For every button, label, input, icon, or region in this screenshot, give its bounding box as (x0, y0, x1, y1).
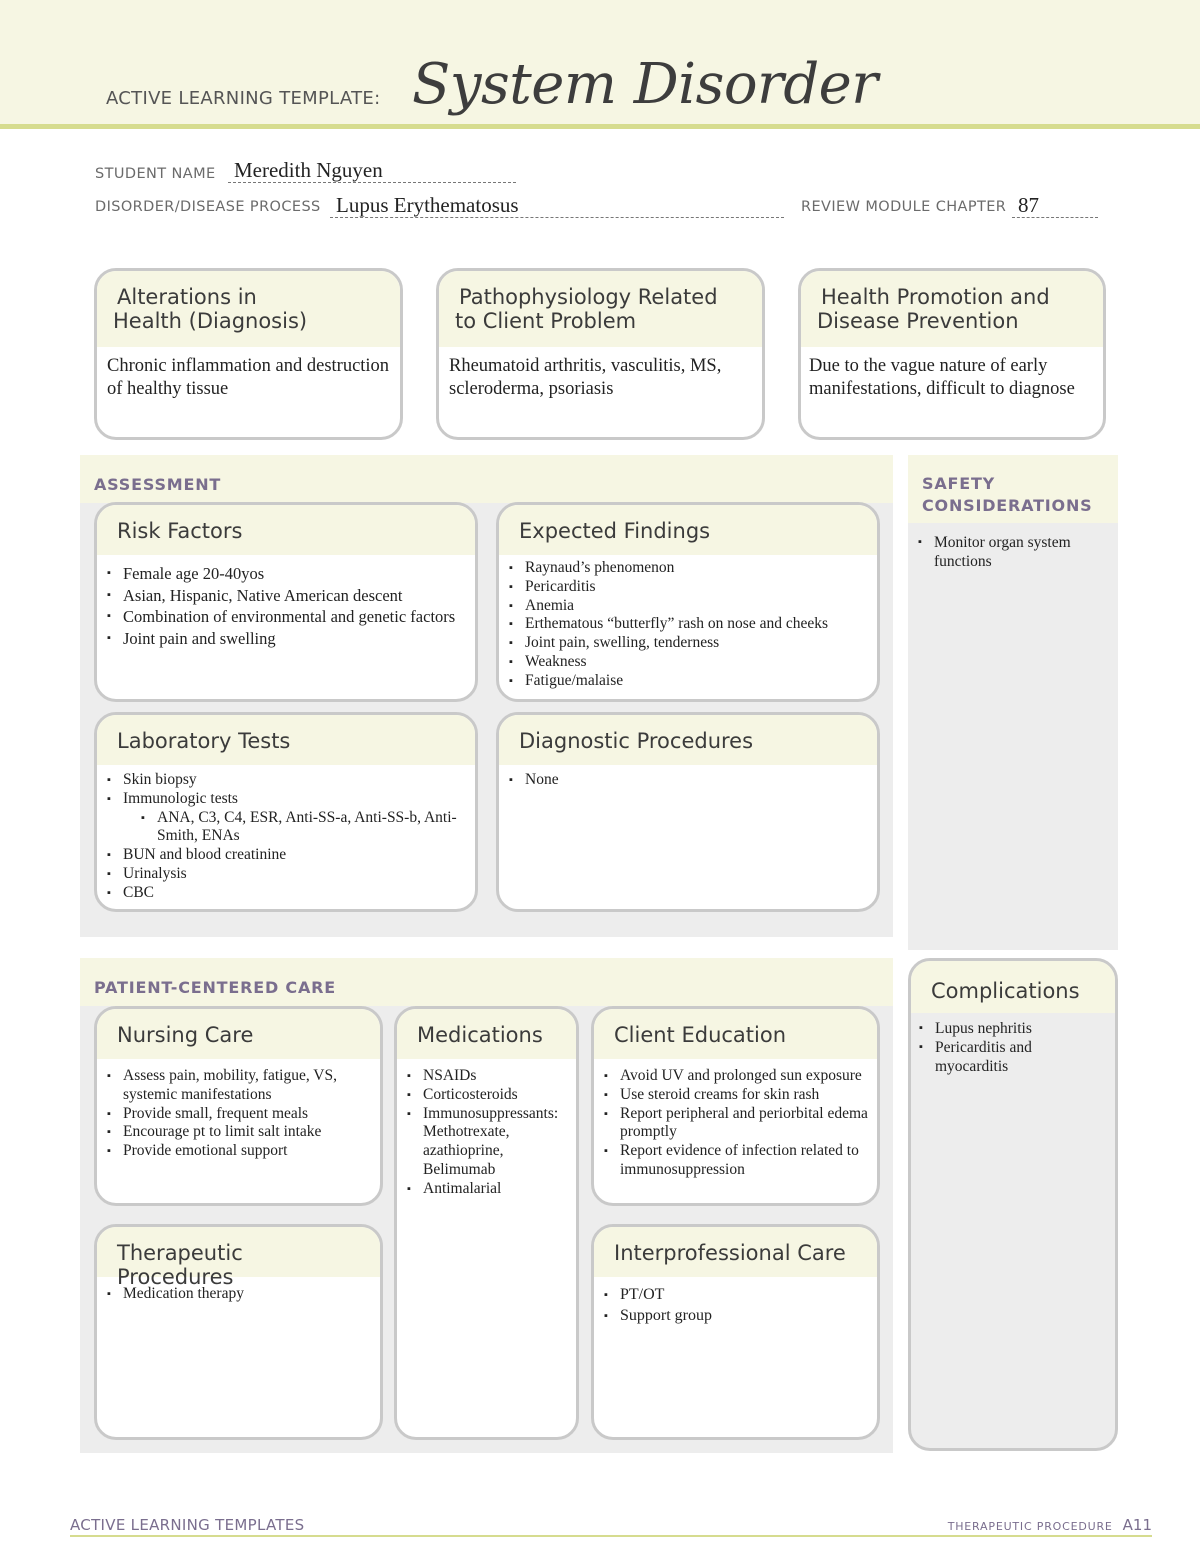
safety-title-line-2: CONSIDERATIONS (922, 496, 1093, 515)
box-title-line-1: Alterations in (117, 285, 257, 309)
medications-list (397, 1059, 576, 1199)
box-title: Expected Findings (499, 505, 877, 555)
list-item: ▪ BUN and blood creatinine (105, 846, 467, 865)
template-label: ACTIVE LEARNING TEMPLATE: (106, 88, 381, 109)
safety-title (908, 455, 1118, 523)
list-item: ▪ Combination of environmental and genetic factors (105, 606, 467, 628)
header-rule (0, 124, 1200, 129)
box-title: Therapeutic Procedures (97, 1227, 380, 1277)
lab-tests-list (97, 765, 475, 809)
expected-findings-list (499, 555, 877, 691)
page-title: System Disorder (412, 52, 878, 117)
list-item: ▪ Asian, Hispanic, Native American descent (105, 585, 467, 607)
box-title-line-1: Pathophysiology Related (459, 285, 718, 309)
box-expected-findings (496, 502, 880, 702)
lab-tests-sublist (97, 809, 475, 847)
box-title: Nursing Care (97, 1009, 380, 1059)
list-item: ▪ Support group (602, 1306, 869, 1327)
list-item: ▪ Joint pain and swelling (105, 628, 467, 650)
box-title-line-1: Health Promotion and (821, 285, 1050, 309)
box-alterations-in-health (94, 268, 403, 440)
footer-section-label: THERAPEUTIC PROCEDURE (947, 1520, 1113, 1533)
nursing-care-list (97, 1059, 380, 1161)
list-item: ▪ NSAIDs (405, 1067, 568, 1086)
box-body: Rheumatoid arthritis, vasculitis, MS, scleroderma, psoriasis (449, 356, 722, 399)
list-item: ▪ Urinalysis (105, 865, 467, 884)
list-item: ▪ Provide small, frequent meals (105, 1105, 372, 1124)
footer-right (948, 1516, 1152, 1534)
box-therapeutic-procedures (94, 1224, 383, 1440)
box-interprofessional-care (591, 1224, 880, 1440)
box-header (97, 271, 400, 347)
list-item: ▪ Corticosteroids (405, 1086, 568, 1105)
box-client-education (591, 1006, 880, 1206)
box-medications (394, 1006, 579, 1440)
list-item: ▪ CBC (105, 884, 467, 903)
list-item: ▪ Report peripheral and periorbital edema promptly (602, 1105, 869, 1143)
box-body: Chronic inflammation and destruction of healthy tissue (107, 356, 390, 399)
risk-factors-list (97, 555, 475, 649)
box-pathophysiology (436, 268, 765, 440)
list-item: ▪ Joint pain, swelling, tenderness (507, 634, 869, 653)
diagnostic-procedures-list (499, 765, 877, 790)
box-title: Laboratory Tests (97, 715, 475, 765)
list-item: ▪ ANA, C3, C4, ESR, Anti-SS-a, Anti-SS-b, Anti-Smith, ENAs (105, 809, 467, 847)
list-item: ▪ Medication therapy (105, 1285, 372, 1304)
box-title: Medications (397, 1009, 576, 1059)
box-title: Risk Factors (97, 505, 475, 555)
box-title: Interprofessional Care (594, 1227, 877, 1277)
box-title: Client Education (594, 1009, 877, 1059)
disorder-field[interactable]: Lupus Erythematosus (330, 193, 784, 218)
list-item: ▪ Female age 20-40yos (105, 563, 467, 585)
list-item: ▪ Lupus nephritis (917, 1019, 1105, 1038)
list-item: ▪ Weakness (507, 653, 869, 672)
list-item: ▪ Report evidence of infection related to immunosuppression (602, 1142, 869, 1180)
box-health-promotion (798, 268, 1106, 440)
list-item: ▪ Skin biopsy (105, 771, 467, 790)
box-title: Complications (911, 961, 1115, 1013)
safety-list (908, 523, 1118, 571)
box-title-line-2: Health (Diagnosis) (113, 309, 308, 333)
list-item: ▪ Use steroid creams for skin rash (602, 1086, 869, 1105)
list-item: ▪ Encourage pt to limit salt intake (105, 1123, 372, 1142)
box-title: Diagnostic Procedures (499, 715, 877, 765)
list-item: ▪ Monitor organ system functions (916, 533, 1106, 571)
list-item: ▪ Provide emotional support (105, 1142, 372, 1161)
student-name-label: STUDENT NAME (95, 166, 216, 182)
patient-care-title: PATIENT-CENTERED CARE (94, 978, 336, 997)
list-item: ▪ Immunologic tests (105, 790, 467, 809)
box-header (439, 271, 762, 347)
list-item: ▪ Immunosuppressants: Methotrexate, azathioprine, Belimumab (405, 1105, 568, 1180)
list-item: ▪ PT/OT (602, 1285, 869, 1306)
list-item: ▪ Anemia (507, 597, 869, 616)
box-laboratory-tests (94, 712, 478, 912)
safety-panel (908, 455, 1118, 950)
interprofessional-care-list (594, 1277, 877, 1326)
list-item: ▪ Assess pain, mobility, fatigue, VS, systemic manifestations (105, 1067, 372, 1105)
box-nursing-care (94, 1006, 383, 1206)
complications-list (911, 1013, 1115, 1076)
lab-tests-list-continued (97, 846, 475, 902)
box-diagnostic-procedures (496, 712, 880, 912)
disorder-label: DISORDER/DISEASE PROCESS (95, 199, 321, 215)
list-item: ▪ Avoid UV and prolonged sun exposure (602, 1067, 869, 1086)
footer-page-number: A11 (1122, 1516, 1152, 1534)
student-name-field[interactable]: Meredith Nguyen (228, 158, 516, 183)
box-title-line-2: Disease Prevention (817, 309, 1019, 333)
list-item: ▪ Pericarditis (507, 578, 869, 597)
box-body: Due to the vague nature of early manifestations, difficult to diagnose (809, 356, 1075, 399)
assessment-title: ASSESSMENT (94, 475, 222, 494)
list-item: ▪ None (507, 771, 869, 790)
footer-left: ACTIVE LEARNING TEMPLATES (70, 1516, 305, 1534)
chapter-label: REVIEW MODULE CHAPTER (801, 199, 1007, 215)
list-item: ▪ Erthematous “butterfly” rash on nose and cheeks (507, 615, 869, 634)
list-item: ▪ Fatigue/malaise (507, 672, 869, 691)
safety-title-line-1: SAFETY (922, 474, 996, 493)
client-education-list (594, 1059, 877, 1180)
chapter-field[interactable]: 87 (1012, 193, 1098, 218)
box-header (801, 271, 1103, 347)
footer-rule (70, 1535, 1152, 1537)
box-risk-factors (94, 502, 478, 702)
box-complications (908, 958, 1118, 1451)
list-item: ▪ Pericarditis and myocarditis (917, 1038, 1105, 1076)
list-item: ▪ Raynaud’s phenomenon (507, 559, 869, 578)
box-title-line-2: to Client Problem (455, 309, 637, 333)
list-item: ▪ Antimalarial (405, 1180, 568, 1199)
